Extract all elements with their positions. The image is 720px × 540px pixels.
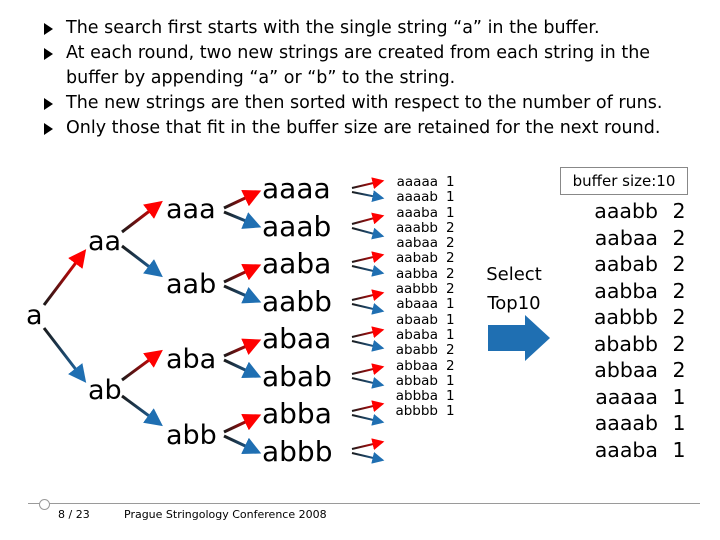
ranking-runs	[446, 175, 462, 420]
selected-string: aaaab	[594, 411, 658, 435]
ranking-string: aabba	[396, 265, 438, 282]
edge-aab-aaba	[224, 266, 258, 282]
ranking-string: abbbb	[395, 403, 438, 420]
edge-abba-abbab	[352, 415, 382, 422]
edge-aaaa-aaaab	[352, 192, 382, 198]
tree-node-level2: aa	[88, 226, 122, 257]
edge-aba-abab	[224, 360, 258, 376]
selected-run: 2	[672, 305, 686, 329]
selected-string: aaaba	[594, 437, 658, 462]
bullet-text: The search first starts with the single string “a” in the buffer.	[66, 18, 600, 38]
bullet-text: At each round, two new strings are created from each string in the buffer by appending “a” or “b” to the string.	[66, 43, 651, 88]
ranking-run: 2	[446, 281, 455, 298]
tree-node-level4: abab	[262, 360, 332, 393]
ranking-string: abaab	[396, 311, 438, 328]
ranking-strings	[386, 175, 438, 420]
selected-strings	[574, 198, 658, 463]
ranking-string: abbaa	[396, 357, 438, 374]
edge-abab-ababa	[352, 367, 382, 374]
ranking-string: aabab	[396, 250, 438, 267]
tree-node-level4: abaa	[262, 322, 332, 355]
tree-node-level4: aabb	[262, 285, 332, 318]
selected-run: 1	[672, 411, 686, 435]
edge-aba-abaa	[224, 341, 258, 356]
edge-aaa-aaaa	[224, 192, 258, 208]
ranking-run: 1	[446, 296, 455, 313]
tree-node-level3: aaa	[166, 194, 216, 225]
ranking-string: aaabb	[396, 219, 438, 236]
ranking-run: 2	[446, 357, 455, 374]
edge-ab-aba	[122, 352, 160, 380]
ranking-run: 1	[446, 311, 455, 328]
selected-run: 2	[672, 199, 686, 223]
edge-a-ab	[44, 328, 84, 380]
ranking-run: 2	[446, 219, 455, 236]
tree-node-level4: aaba	[262, 247, 332, 280]
bullet-text: Only those that fit in the buffer size are retained for the next round.	[66, 118, 661, 138]
ranking-string: aabbb	[395, 281, 438, 298]
tree-node-level4: aaaa	[262, 172, 331, 205]
tree-node-root: a	[26, 300, 43, 331]
selected-string: aaabb	[594, 199, 658, 223]
edge-aa-aaa	[122, 203, 160, 232]
edge-abbb-abbba	[352, 442, 382, 449]
ranking-run: 1	[446, 174, 455, 190]
selected-run: 2	[672, 278, 686, 303]
edge-aaab-aaaba	[352, 216, 382, 224]
ranking-string: ababa	[396, 326, 438, 343]
select-arrow-icon	[488, 315, 550, 361]
ranking-run: 1	[446, 372, 455, 389]
edge-abaa-abaab	[352, 341, 382, 348]
footer-dot-icon	[39, 499, 50, 510]
edge-abba-abbaa	[352, 404, 382, 411]
tree-node-level3: abb	[166, 420, 217, 451]
ranking-run: 1	[446, 189, 455, 206]
selected-string: aabba	[594, 278, 658, 303]
bullet-text: The new strings are then sorted with respect to the number of runs.	[66, 93, 663, 113]
conference-name: Prague Stringology Conference 2008	[124, 508, 327, 521]
ranking-string: abbba	[395, 388, 438, 405]
ranking-string: ababb	[395, 342, 438, 359]
selected-runs	[664, 198, 694, 463]
page-number: 8 / 23	[58, 508, 90, 521]
tree-node-level4: abba	[262, 397, 332, 430]
tree-node-level3: aba	[166, 344, 217, 375]
edge-a-aa	[44, 252, 84, 305]
edge-aaba-aabaa	[352, 255, 382, 262]
selected-run: 2	[672, 225, 686, 250]
ranking-run: 1	[446, 204, 455, 221]
footer-divider	[28, 503, 700, 504]
selected-string: aabbb	[593, 305, 658, 329]
edge-abb-abbb	[224, 436, 258, 452]
edge-aaba-aabab	[352, 266, 382, 273]
ranking-string: aaaab	[396, 189, 438, 206]
edge-aabb-aabbb	[352, 304, 382, 311]
edge-aaab-aaabb	[352, 228, 382, 236]
ranking-string: aaaaa	[396, 174, 438, 190]
edge-aaa-aaab	[224, 212, 258, 226]
ranking-run: 1	[446, 326, 455, 343]
ranking-run: 2	[446, 250, 455, 267]
tree-node-level4: abbb	[262, 435, 333, 468]
edge-ab-abb	[122, 396, 160, 424]
selected-run: 1	[672, 384, 686, 409]
ranking-run: 1	[446, 388, 455, 405]
edge-aa-aab	[122, 246, 160, 275]
selected-run: 2	[672, 252, 686, 276]
ranking-string: aabaa	[396, 235, 438, 252]
edge-abbb-abbbb	[352, 453, 382, 460]
ranking-string: abbab	[395, 372, 438, 389]
tree-node-level2: ab	[88, 375, 122, 406]
edge-abab-ababb	[352, 378, 382, 385]
ranking-string: aaaba	[396, 204, 438, 221]
selected-string: aabab	[594, 252, 658, 276]
ranking-run: 1	[446, 403, 455, 420]
tree-node-level4: aaab	[262, 210, 332, 243]
edge-abb-abba	[224, 416, 258, 432]
select-top10-label: Select Top10	[486, 264, 542, 314]
ranking-run: 2	[446, 342, 455, 359]
selected-string: aaaaa	[595, 384, 658, 409]
selected-run: 2	[672, 358, 686, 382]
edge-aab-aabb	[224, 286, 258, 301]
edge-aabb-aabba	[352, 293, 382, 300]
selected-string: abbaa	[594, 358, 658, 382]
ranking-run: 2	[446, 265, 455, 282]
edge-abaa-abaaa	[352, 330, 382, 337]
selected-run: 2	[672, 331, 686, 356]
ranking-string: abaaa	[396, 296, 438, 313]
selected-run: 1	[672, 437, 686, 462]
edge-aaaa-aaaaa	[352, 181, 382, 188]
selected-string: aabaa	[594, 225, 658, 250]
ranking-run: 2	[446, 235, 455, 252]
tree-node-level3: aab	[166, 269, 217, 300]
buffer-size-label: buffer size:10	[560, 167, 688, 195]
selected-string: ababb	[593, 331, 658, 356]
